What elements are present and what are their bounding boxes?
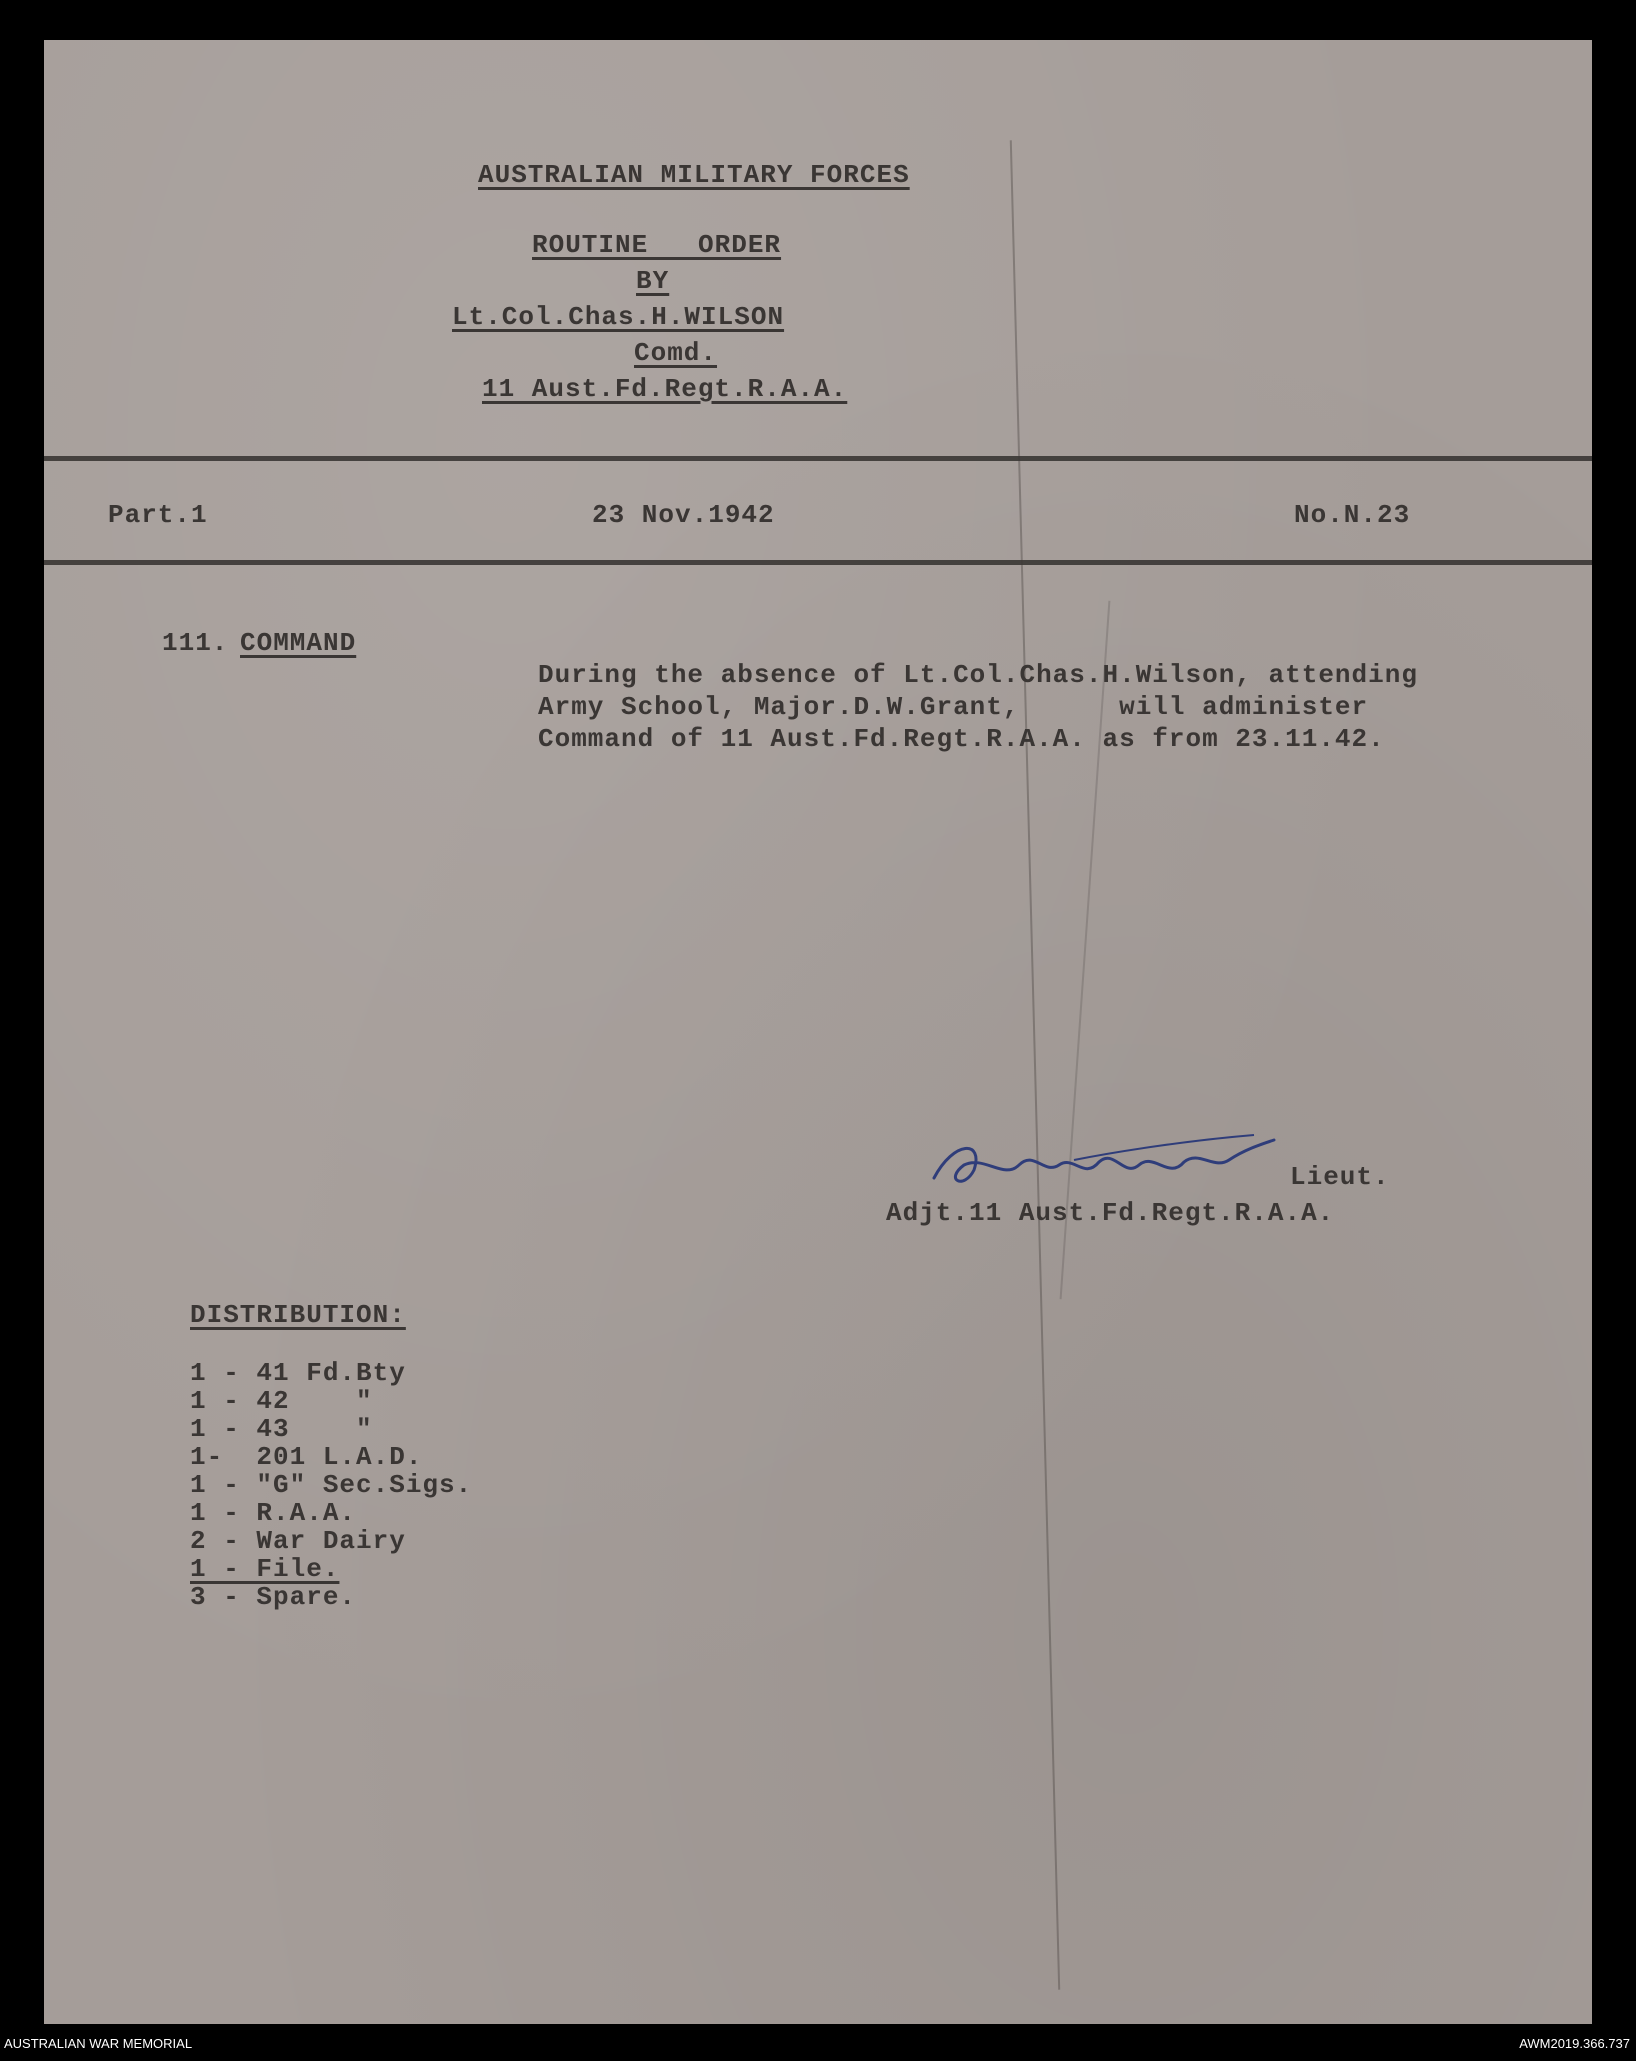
bottom-divider xyxy=(44,560,1592,565)
distribution-item: 1 - File. xyxy=(190,1554,340,1584)
distribution-item: 2 - War Dairy xyxy=(190,1526,406,1556)
header-by: BY xyxy=(636,266,670,296)
item-body-line-2: Army School, Major.D.W.Grant, will administer xyxy=(538,692,1369,722)
top-divider xyxy=(44,456,1592,461)
item-number: 111. xyxy=(162,628,229,658)
paper-crease xyxy=(1010,140,1060,1989)
item-body-line-1: During the absence of Lt.Col.Chas.H.Wilson, attending xyxy=(538,660,1418,690)
order-part: Part.1 xyxy=(108,500,208,530)
header-unit: 11 Aust.Fd.Regt.R.A.A. xyxy=(482,374,848,404)
distribution-item: 1- 201 L.A.D. xyxy=(190,1442,423,1472)
document-page xyxy=(44,40,1592,2024)
header-appointment: Comd. xyxy=(634,338,718,368)
distribution-item: 1 - "G" Sec.Sigs. xyxy=(190,1470,473,1500)
order-date: 23 Nov.1942 xyxy=(592,500,775,530)
distribution-item: 1 - 42 " xyxy=(190,1386,373,1416)
item-heading: COMMAND xyxy=(240,628,357,658)
signature-rank: Lieut. xyxy=(1290,1162,1390,1192)
footer-accession-number: AWM2019.366.737 xyxy=(1519,2036,1630,2051)
footer-source: AUSTRALIAN WAR MEMORIAL xyxy=(4,2036,193,2051)
distribution-item: 1 - 43 " xyxy=(190,1414,373,1444)
signature-title: Adjt.11 Aust.Fd.Regt.R.A.A. xyxy=(886,1198,1335,1228)
distribution-item: 1 - R.A.A. xyxy=(190,1498,357,1528)
distribution-item: 3 - Spare. xyxy=(190,1582,357,1612)
header-commander: Lt.Col.Chas.H.WILSON xyxy=(452,302,785,332)
distribution-heading: DISTRIBUTION: xyxy=(190,1300,406,1330)
handwritten-signature xyxy=(924,1120,1304,1210)
header-order-type: ROUTINE ORDER xyxy=(532,230,782,260)
item-body-line-3: Command of 11 Aust.Fd.Regt.R.A.A. as from 23.11.42. xyxy=(538,724,1385,754)
order-number: No.N.23 xyxy=(1294,500,1411,530)
header-org: AUSTRALIAN MILITARY FORCES xyxy=(478,160,910,190)
distribution-item: 1 - 41 Fd.Bty xyxy=(190,1358,406,1388)
